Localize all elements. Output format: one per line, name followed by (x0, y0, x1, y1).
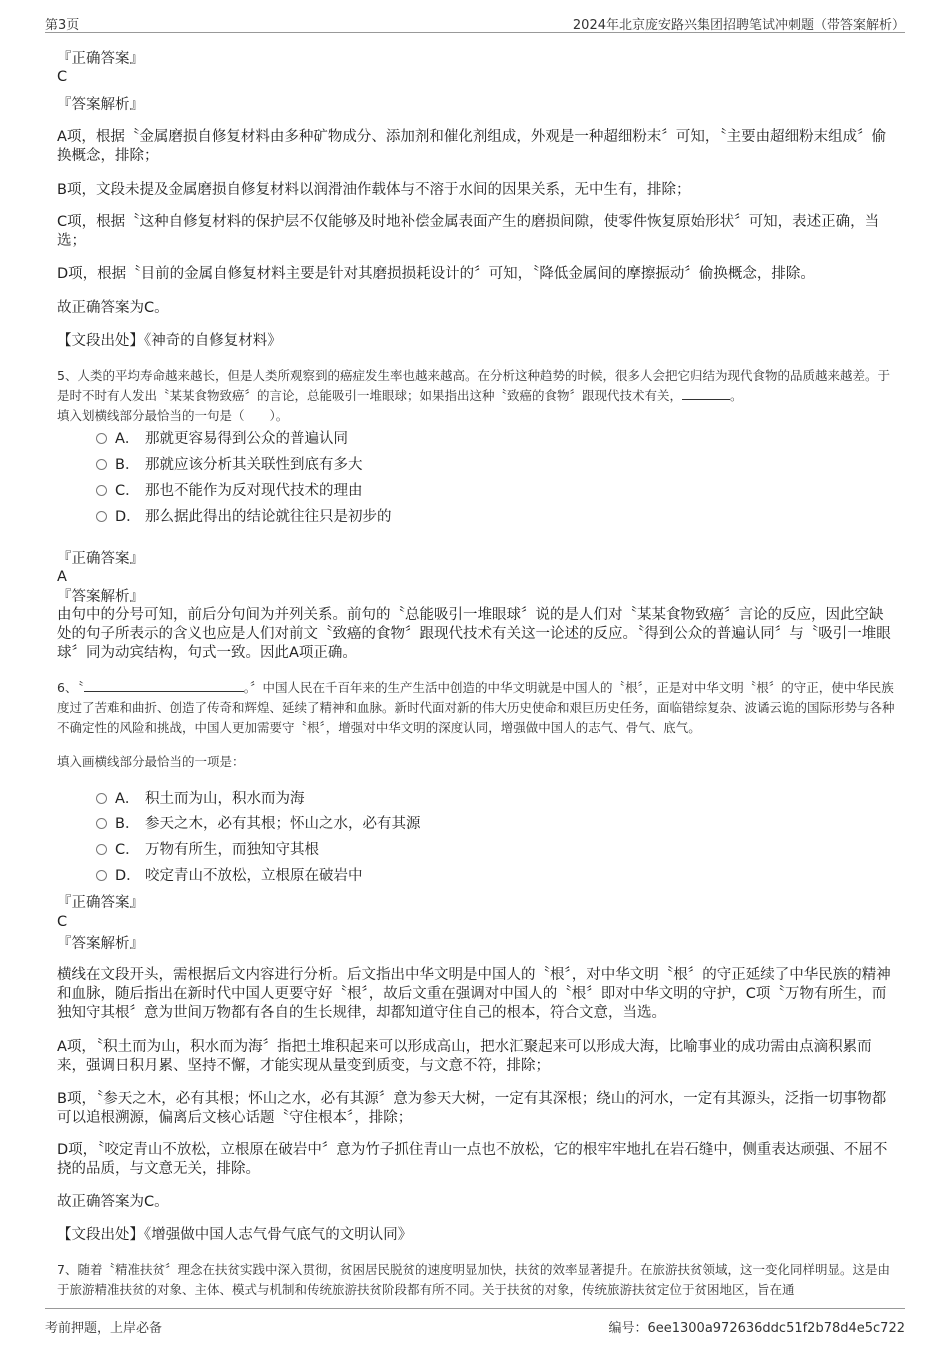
radio-icon[interactable] (96, 793, 107, 804)
q5-option-b[interactable]: B． 那就应该分析其关联性到底有多大 (96, 456, 363, 474)
q6-stem-text: 。〞中国人民在千百年来的生产生活中创造的中华文明就是中国人的〝根〞，正是对中华文明〝根〞的守正，使中华民族度过了苦难和曲折、创造了传奇和辉煌、延续了精神和血脉。新时代面对新的伟大历史使命和艰巨历史任务，面临错综复杂、波谲云诡的国际形势与各种不确定性的风险和挑战，中国人更加需要守〝根〞，增强对中华文明的深度认同，增强做中国人的志气、骨气、底气。 (57, 680, 895, 735)
q6-option-c[interactable]: C． 万物有所生，而独知守其根 (96, 841, 319, 859)
radio-icon[interactable] (96, 844, 107, 855)
q4-answer: C (57, 69, 68, 85)
radio-icon[interactable] (96, 459, 107, 470)
radio-icon[interactable] (96, 433, 107, 444)
q4-analysis-label: 『答案解析』 (57, 97, 144, 113)
radio-icon[interactable] (96, 818, 107, 829)
page-footer (45, 1308, 905, 1337)
q6-conclusion: 故正确答案为C。 (57, 1194, 169, 1210)
q6-analysis-d: D项，〝咬定青山不放松，立根原在破岩中〞意为竹子抓住青山一点也不放松，它的根牢牢地扎在岩石缝中，侧重表达顽强、不屈不挠的品质，与文意无关，排除。 (57, 1142, 888, 1177)
q6-source: 【文段出处】《增强做中国人志气骨气底气的文明认同》 (57, 1227, 413, 1243)
q6-prompt: 填入画横线部分最恰当的一项是： (57, 754, 245, 769)
radio-icon[interactable] (96, 870, 107, 881)
q6-analysis-main: 横线在文段开头，需根据后文内容进行分析。后文指出中华文明是中国人的〝根〞，对中华文明〝根〞的守正延续了中华民族的精神和血脉，随后指出在新时代中国人更要守好〝根〞，故后文重在强调对中国人的〝根〞即对中华文明的守护，C项〝万物有所生，而独知守其根〞意为世间万物都有各自的生长规律，却都知道守住自己的根本，符合文意，当选。 (57, 967, 891, 1021)
page-header (45, 12, 905, 33)
radio-icon[interactable] (96, 485, 107, 496)
q6-option-b[interactable]: B． 参天之木，必有其根；怀山之水，必有其源 (96, 815, 421, 833)
page-number: 第3页 (45, 18, 80, 33)
q6-option-d[interactable]: D． 咬定青山不放松，立根原在破岩中 (96, 867, 363, 885)
q5-stem-end: 。 (730, 388, 743, 403)
q6-stem (57, 678, 897, 738)
q5-answer: A (57, 569, 67, 585)
q4-conclusion: 故正确答案为C。 (57, 300, 169, 316)
q6-blank (84, 691, 244, 692)
q6-analysis-a: A项，〝积土而为山，积水而为海〞指把土堆积起来可以形成高山，把水汇聚起来可以形成大海，比喻事业的成功需由点滴积累而来，强调日积月累、坚持不懈，才能实现从量变到质变，与文意不符，排除； (57, 1039, 872, 1074)
q6-analysis-label: 『答案解析』 (57, 936, 144, 952)
q5-blank (682, 399, 730, 400)
footer-code: 编号：6ee1300a972636ddc51f2b78d4e5c722 (608, 1321, 905, 1336)
radio-icon[interactable] (96, 511, 107, 522)
q7-stem: 7、随着〝精准扶贫〞理念在扶贫实践中深入贯彻，贫困居民脱贫的速度明显加快，扶贫的效率显著提升。在旅游扶贫领域，这一变化同样明显。这是由于旅游精准扶贫的对象、主体、模式与机制和传统旅游扶贫阶段都有所不同。关于扶贫的对象，传统旅游扶贫定位于贫困地区，旨在通 (57, 1262, 890, 1297)
q4-answer-label: 『正确答案』 (57, 51, 144, 67)
q6-option-a[interactable]: A． 积土而为山，积水而为海 (96, 790, 305, 808)
q5-analysis: 由句中的分号可知，前后分句间为并列关系。前句的〝总能吸引一堆眼球〞说的是人们对〝某某食物致癌〞言论的反应，因此空缺处的句子所表示的含义也应是人们对前文〝致癌的食物〞跟现代技术有关这一论述的反应。〝得到公众的普遍认同〞与〝吸引一堆眼球〞同为动宾结构，句式一致。因此A项正确。 (57, 607, 891, 661)
document-title: 2024年北京庞安路兴集团招聘笔试冲刺题（带答案解析） (572, 18, 905, 33)
q4-analysis-d: D项，根据〝目前的金属自修复材料主要是针对其磨损损耗设计的〞可知，〝降低金属间的摩擦振动〞偷换概念，排除。 (57, 266, 815, 282)
q5-stem (57, 366, 897, 406)
q5-option-d[interactable]: D． 那么据此得出的结论就往往只是初步的 (96, 508, 392, 526)
q5-option-c[interactable]: C． 那也不能作为反对现代技术的理由 (96, 482, 363, 500)
q5-option-a[interactable]: A． 那就更容易得到公众的普遍认同 (96, 430, 348, 448)
q5-stem-text: 5、人类的平均寿命越来越长，但是人类所观察到的癌症发生率也越来越高。在分析这种趋势的时候，很多人会把它归结为现代食物的品质越来越差。于是时不时有人发出〝某某食物致癌〞的言论，总能吸引一堆眼球；如果指出这种〝致癌的食物〞跟现代技术有关， (57, 368, 890, 403)
q6-analysis-b: B项，〝参天之木，必有其根；怀山之水，必有其源〞意为参天大树，一定有其深根；绕山的河水，一定有其源头，泛指一切事物都可以追根溯源，偏离后文核心话题〝守住根本〞，排除； (57, 1091, 887, 1126)
q4-analysis-c: C项，根据〝这种自修复材料的保护层不仅能够及时地补偿金属表面产生的磨损间隙，使零件恢复原始形状〞可知，表述正确，当选； (57, 214, 880, 249)
footer-slogan: 考前押题，上岸必备 (45, 1321, 163, 1336)
q4-source: 【文段出处】《神奇的自修复材料》 (57, 333, 282, 349)
q5-prompt: 填入划横线部分最恰当的一句是（ ）。 (57, 408, 289, 423)
q5-answer-label: 『正确答案』 (57, 551, 144, 567)
q4-analysis-a: A项，根据〝金属磨损自修复材料由多种矿物成分、添加剂和催化剂组成，外观是一种超细粉末〞可知，〝主要由超细粉末组成〞偷换概念，排除； (57, 129, 887, 164)
q6-stem-start: 6、〝 (57, 680, 84, 695)
q6-answer-label: 『正确答案』 (57, 895, 144, 911)
q5-analysis-label: 『答案解析』 (57, 589, 144, 605)
q6-answer: C (57, 914, 68, 930)
q4-analysis-b: B项，文段未提及金属磨损自修复材料以润滑油作载体与不溶于水间的因果关系，无中生有，排除； (57, 182, 691, 198)
